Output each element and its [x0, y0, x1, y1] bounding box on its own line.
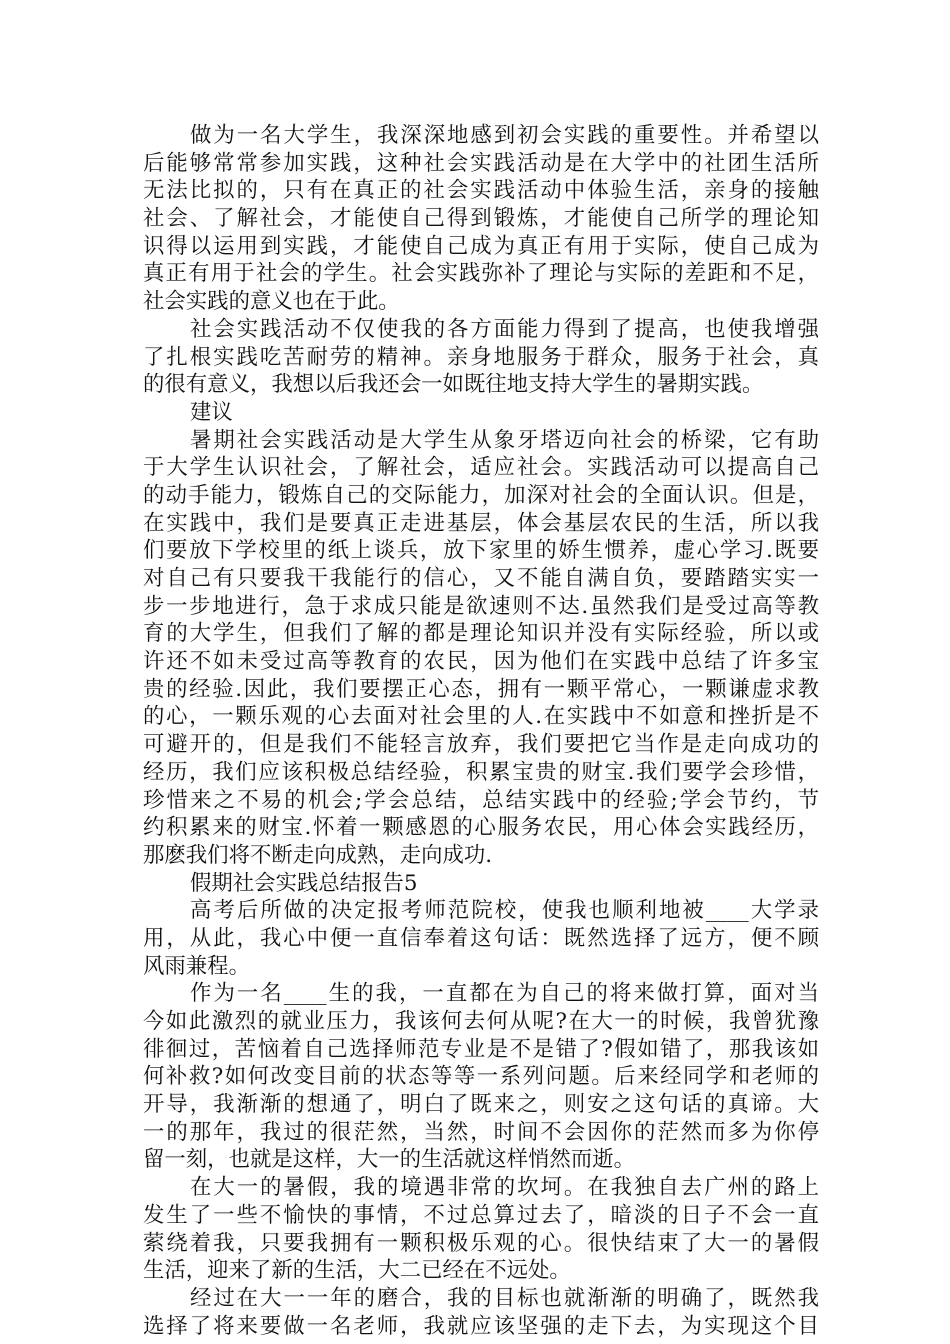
- paragraph-last-line: 风雨兼程。: [143, 953, 250, 979]
- text-line: 选择了将来要做一名老师，我就应该坚强的走下去，为实现这个目: [143, 1313, 819, 1339]
- text-line: 在实践中，我们是要真正走进基层，体会基层农民的生活，所以我: [143, 510, 819, 536]
- paragraph-last-line: 社会实践的意义也在于此。: [143, 289, 400, 315]
- text-line: 步一步地进行，急于求成只能是欲速则不达.虽然我们是受过高等教: [143, 593, 819, 619]
- text-line: 识得以运用到实践，才能使自己成为真正有用于实际，使自己成为: [143, 233, 819, 259]
- text-line: 许还不如未受过高等教育的农民，因为他们在实践中总结了许多宝: [143, 649, 819, 675]
- paragraph-last-line: 那麽我们将不断走向成熟，走向成功.: [143, 842, 493, 868]
- paragraph-first-line: 在大一的暑假，我的境遇非常的坎坷。在我独自去广州的路上: [190, 1175, 819, 1201]
- text-line: 社会、了解社会，才能使自己得到锻炼，才能使自己所学的理论知: [143, 206, 819, 232]
- paragraph-last-line: 生活，迎来了新的生活，大二已经在不远处。: [143, 1258, 571, 1284]
- text-line: 贵的经验.因此，我们要摆正心态，拥有一颗平常心，一颗谦虚求教: [143, 676, 819, 702]
- paragraph-first-line: 暑期社会实践活动是大学生从象牙塔迈向社会的桥梁，它有助: [190, 427, 819, 453]
- document-body: [143, 122, 819, 1340]
- text-line: 珍惜来之不易的机会;学会总结，总结实践中的经验;学会节约，节: [143, 787, 819, 813]
- text-line: 徘徊过，苦恼着自己选择师范专业是不是错了?假如错了，那我该如: [143, 1036, 819, 1062]
- text-line: 无法比拟的，只有在真正的社会实践活动中体验生活，亲身的接触: [143, 178, 819, 204]
- text-line: 于大学生认识社会，了解社会，适应社会。实践活动可以提高自己: [143, 455, 819, 481]
- paragraph-first-line: 做为一名大学生，我深深地感到初会实践的重要性。并希望以: [190, 123, 819, 148]
- text-line: 开导，我渐渐的想通了，明白了既来之，则安之这句话的真谛。大: [143, 1092, 819, 1118]
- text-line: 约积累来的财宝.怀着一颗感恩的心服务农民，用心体会实践经历，: [143, 815, 819, 841]
- paragraph-first-line: 作为一名____生的我，一直都在为自己的将来做打算，面对当: [190, 981, 819, 1007]
- text-line: 育的大学生，但我们了解的都是理论知识并没有实际经验，所以或: [143, 621, 819, 647]
- text-line: 可避开的，但是我们不能轻言放弃，我们要把它当作是走向成功的: [143, 732, 819, 758]
- heading-line: 建议: [190, 399, 233, 425]
- paragraph-last-line: 留一刻，也就是这样，大一的生活就这样悄然而逝。: [143, 1147, 635, 1173]
- text-line: 经历，我们应该积极总结经验，积累宝贵的财宝.我们要学会珍惜，: [143, 759, 819, 785]
- text-line: 对自己有只要我干我能行的信心，又不能自满自负，要踏踏实实一: [143, 566, 819, 591]
- paragraph-first-line: 高考后所做的决定报考师范院校，使我也顺利地被____大学录: [190, 898, 819, 924]
- text-line: 用，从此，我心中便一直信奉着这句话：既然选择了远方，便不顾: [143, 925, 819, 951]
- text-line: 一的那年，我过的很茫然，当然，时间不会因你的茫然而多为你停: [143, 1119, 819, 1145]
- heading-line: 假期社会实践总结报告5: [190, 870, 418, 896]
- paragraph-first-line: 社会实践活动不仅使我的各方面能力得到了提高，也使我增强: [190, 316, 819, 342]
- text-line: 了扎根实践吃苦耐劳的精神。亲身地服务于群众，服务于社会，真: [143, 344, 819, 370]
- text-line: 的心，一颗乐观的心去面对社会里的人.在实践中不如意和挫折是不: [143, 704, 819, 730]
- text-line: 发生了一些不愉快的事情，不过总算过去了，暗淡的日子不会一直: [143, 1202, 819, 1228]
- text-line: 的动手能力，锻炼自己的交际能力，加深对社会的全面认识。但是，: [143, 482, 819, 508]
- text-line: 今如此激烈的就业压力，我该何去何从呢?在大一的时候，我曾犹豫: [143, 1009, 819, 1034]
- text-line: 真正有用于社会的学生。社会实践弥补了理论与实际的差距和不足，: [143, 261, 819, 287]
- text-line: 们要放下学校里的纸上谈兵，放下家里的娇生惯养，虚心学习.既要: [143, 538, 819, 564]
- paragraph-first-line: 经过在大一一年的磨合，我的目标也就渐渐的明确了，既然我: [190, 1285, 819, 1311]
- text-line: 后能够常常参加实践，这种社会实践活动是在大学中的社团生活所: [143, 150, 819, 176]
- text-line: 萦绕着我，只要我拥有一颗积极乐观的心。很快结束了大一的暑假: [143, 1230, 819, 1256]
- text-line: 何补救?如何改变目前的状态等等一系列问题。后来经同学和老师的: [143, 1064, 819, 1090]
- paragraph-last-line: 的很有意义，我想以后我还会一如既往地支持大学生的暑期实践。: [143, 372, 764, 398]
